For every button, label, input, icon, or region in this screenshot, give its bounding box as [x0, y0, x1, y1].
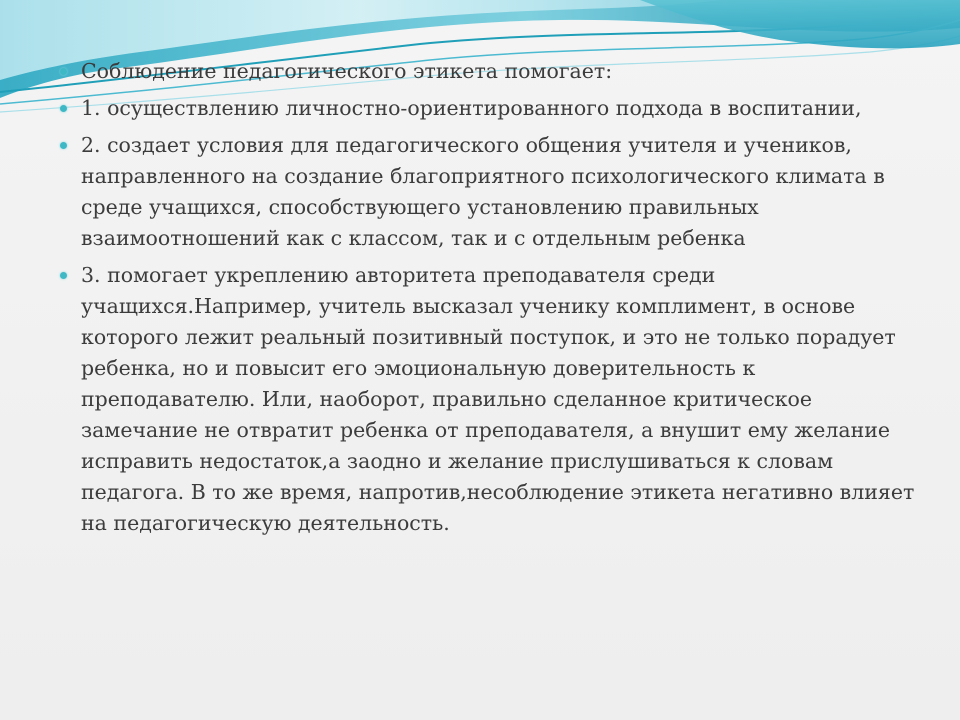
wave-band-right [640, 0, 960, 48]
bullet-item-intro [60, 56, 920, 87]
bullet-text: 1. осуществлению личностно-ориентированного подхода в воспитании, [81, 96, 862, 120]
bullet-dot-icon [60, 272, 67, 279]
bullet-text: 2. создает условия для педагогического общения учителя и учеников, направленного на создание благоприятного психологического климата в среде учащихся, способствующего установлению правильных взаимоотношений как с классом, так и с отдельным ребенка [81, 133, 885, 250]
bullet-dot-icon [60, 105, 67, 112]
bullet-text: 3. помогает укреплению авторитета преподавателя среди учащихся.Например, учитель высказал ученику комплимент, в основе которого лежит реальный позитивный поступок, и это не только порадует ребенка, но и повысит его эмоциональную доверительность к преподавателю. Или, наоборот, правильно сделанное критическое замечание не отвратит ребенка от преподавателя, а внушит ему желание исправить недостаток,а заодно и желание прислушиваться к словам педагога. В то же время, напротив,несоблюдение этикета негативно влияет на педагогическую деятельность. [81, 263, 915, 535]
bullet-dot-icon [60, 142, 67, 149]
content-area [60, 56, 920, 545]
bullet-item-1 [60, 93, 920, 124]
bullet-list [60, 56, 920, 539]
bullet-text: Соблюдение педагогического этикета помогает: [81, 59, 613, 83]
bullet-dot-icon [60, 68, 67, 75]
bullet-item-3 [60, 260, 920, 539]
bullet-item-2 [60, 130, 920, 254]
